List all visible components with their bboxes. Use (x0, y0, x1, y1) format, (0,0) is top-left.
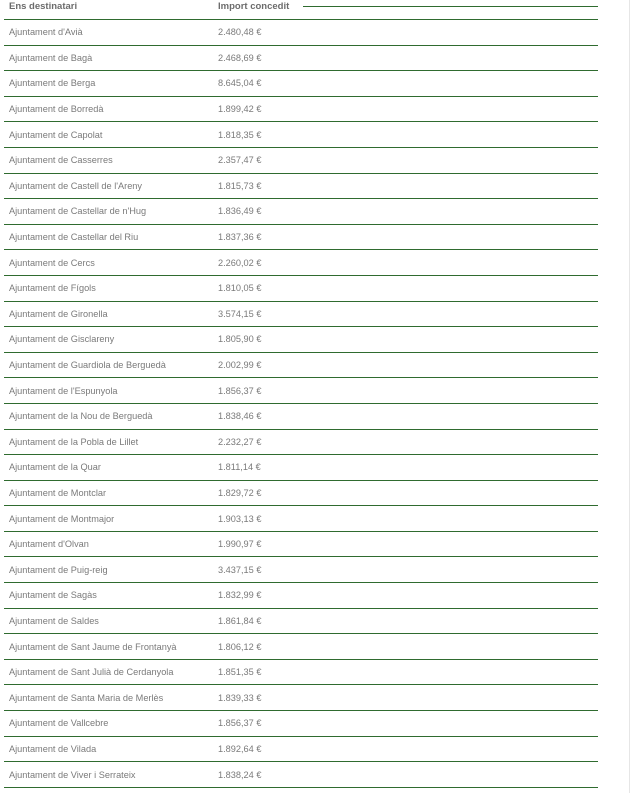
import-concedit-cell: 1.856,37 € (213, 711, 598, 737)
table-row (4, 659, 598, 685)
import-concedit-cell: 3.437,15 € (213, 557, 598, 583)
table-row (4, 20, 598, 46)
table-row (4, 634, 598, 660)
table-row (4, 378, 598, 404)
ens-destinatari-cell: Ajuntament de Capolat (4, 122, 213, 148)
table-row (4, 45, 598, 71)
table-row (4, 403, 598, 429)
ens-destinatari-cell: Ajuntament de Borredà (4, 96, 213, 122)
ens-destinatari-cell: Ajuntament de la Nou de Berguedà (4, 403, 213, 429)
table-row (4, 250, 598, 276)
ens-destinatari-cell: Ajuntament de Bagà (4, 45, 213, 71)
table-body (4, 20, 598, 788)
table-row (4, 352, 598, 378)
import-concedit-cell: 2.260,02 € (213, 250, 598, 276)
import-concedit-cell: 1.990,97 € (213, 531, 598, 557)
ens-destinatari-cell: Ajuntament d'Avià (4, 20, 213, 46)
ens-destinatari-cell: Ajuntament de la Pobla de Lillet (4, 429, 213, 455)
ens-destinatari-cell: Ajuntament de la Quar (4, 455, 213, 481)
import-concedit-cell: 1.837,36 € (213, 224, 598, 250)
table-row (4, 762, 598, 788)
ens-destinatari-cell: Ajuntament de l'Espunyola (4, 378, 213, 404)
table-row (4, 736, 598, 762)
ens-destinatari-cell: Ajuntament de Cercs (4, 250, 213, 276)
import-concedit-cell: 2.002,99 € (213, 352, 598, 378)
ens-destinatari-cell: Ajuntament de Gironella (4, 301, 213, 327)
import-concedit-cell: 1.810,05 € (213, 275, 598, 301)
ens-destinatari-cell: Ajuntament de Casserres (4, 147, 213, 173)
table-row (4, 506, 598, 532)
table-header (4, 0, 598, 20)
import-concedit-cell: 1.838,24 € (213, 762, 598, 788)
table-row (4, 429, 598, 455)
import-concedit-cell: 1.811,14 € (213, 455, 598, 481)
import-concedit-cell: 3.574,15 € (213, 301, 598, 327)
table-row (4, 71, 598, 97)
ens-destinatari-cell: Ajuntament de Sagàs (4, 583, 213, 609)
table-row (4, 327, 598, 353)
import-concedit-cell: 1.861,84 € (213, 608, 598, 634)
import-concedit-cell: 2.357,47 € (213, 147, 598, 173)
table-row (4, 583, 598, 609)
grants-table (4, 0, 598, 788)
ens-destinatari-cell: Ajuntament de Viver i Serrateix (4, 762, 213, 788)
import-concedit-cell: 1.838,46 € (213, 403, 598, 429)
ens-destinatari-cell: Ajuntament de Vilada (4, 736, 213, 762)
table-row (4, 224, 598, 250)
table-row (4, 480, 598, 506)
import-concedit-cell: 8.645,04 € (213, 71, 598, 97)
header-ens-destinatari: Ens destinatari (4, 0, 213, 20)
import-concedit-cell: 1.892,64 € (213, 736, 598, 762)
header-divider (303, 6, 598, 7)
import-concedit-cell: 2.468,69 € (213, 45, 598, 71)
table-row (4, 199, 598, 225)
ens-destinatari-cell: Ajuntament de Montmajor (4, 506, 213, 532)
header-row (4, 0, 598, 20)
ens-destinatari-cell: Ajuntament de Gisclareny (4, 327, 213, 353)
import-concedit-cell: 1.856,37 € (213, 378, 598, 404)
ens-destinatari-cell: Ajuntament de Sant Julià de Cerdanyola (4, 659, 213, 685)
ens-destinatari-cell: Ajuntament de Saldes (4, 608, 213, 634)
import-concedit-cell: 1.818,35 € (213, 122, 598, 148)
ens-destinatari-cell: Ajuntament d'Olvan (4, 531, 213, 557)
table-row (4, 685, 598, 711)
header-import-concedit (213, 0, 598, 20)
ens-destinatari-cell: Ajuntament de Sant Jaume de Frontanyà (4, 634, 213, 660)
table-row (4, 608, 598, 634)
header-import-label: Import concedit (218, 1, 290, 12)
table-row (4, 301, 598, 327)
ens-destinatari-cell: Ajuntament de Castellar de n'Hug (4, 199, 213, 225)
table-row (4, 557, 598, 583)
table-row (4, 531, 598, 557)
import-concedit-cell: 1.815,73 € (213, 173, 598, 199)
page-edge-rule (629, 0, 630, 793)
import-concedit-cell: 1.903,13 € (213, 506, 598, 532)
import-concedit-cell: 1.839,33 € (213, 685, 598, 711)
ens-destinatari-cell: Ajuntament de Puig-reig (4, 557, 213, 583)
import-concedit-cell: 1.832,99 € (213, 583, 598, 609)
ens-destinatari-cell: Ajuntament de Santa Maria de Merlès (4, 685, 213, 711)
import-concedit-cell: 1.829,72 € (213, 480, 598, 506)
import-concedit-cell: 2.480,48 € (213, 20, 598, 46)
ens-destinatari-cell: Ajuntament de Castellar del Riu (4, 224, 213, 250)
ens-destinatari-cell: Ajuntament de Guardiola de Berguedà (4, 352, 213, 378)
table-row (4, 711, 598, 737)
ens-destinatari-cell: Ajuntament de Castell de l'Areny (4, 173, 213, 199)
table-row (4, 147, 598, 173)
ens-destinatari-cell: Ajuntament de Fígols (4, 275, 213, 301)
import-concedit-cell: 1.806,12 € (213, 634, 598, 660)
import-concedit-cell: 1.805,90 € (213, 327, 598, 353)
import-concedit-cell: 1.851,35 € (213, 659, 598, 685)
import-concedit-cell: 1.899,42 € (213, 96, 598, 122)
table-row (4, 173, 598, 199)
ens-destinatari-cell: Ajuntament de Berga (4, 71, 213, 97)
import-concedit-cell: 1.836,49 € (213, 199, 598, 225)
ens-destinatari-cell: Ajuntament de Montclar (4, 480, 213, 506)
table-row (4, 455, 598, 481)
table-row (4, 122, 598, 148)
table-row (4, 96, 598, 122)
import-concedit-cell: 2.232,27 € (213, 429, 598, 455)
ens-destinatari-cell: Ajuntament de Vallcebre (4, 711, 213, 737)
table-row (4, 275, 598, 301)
